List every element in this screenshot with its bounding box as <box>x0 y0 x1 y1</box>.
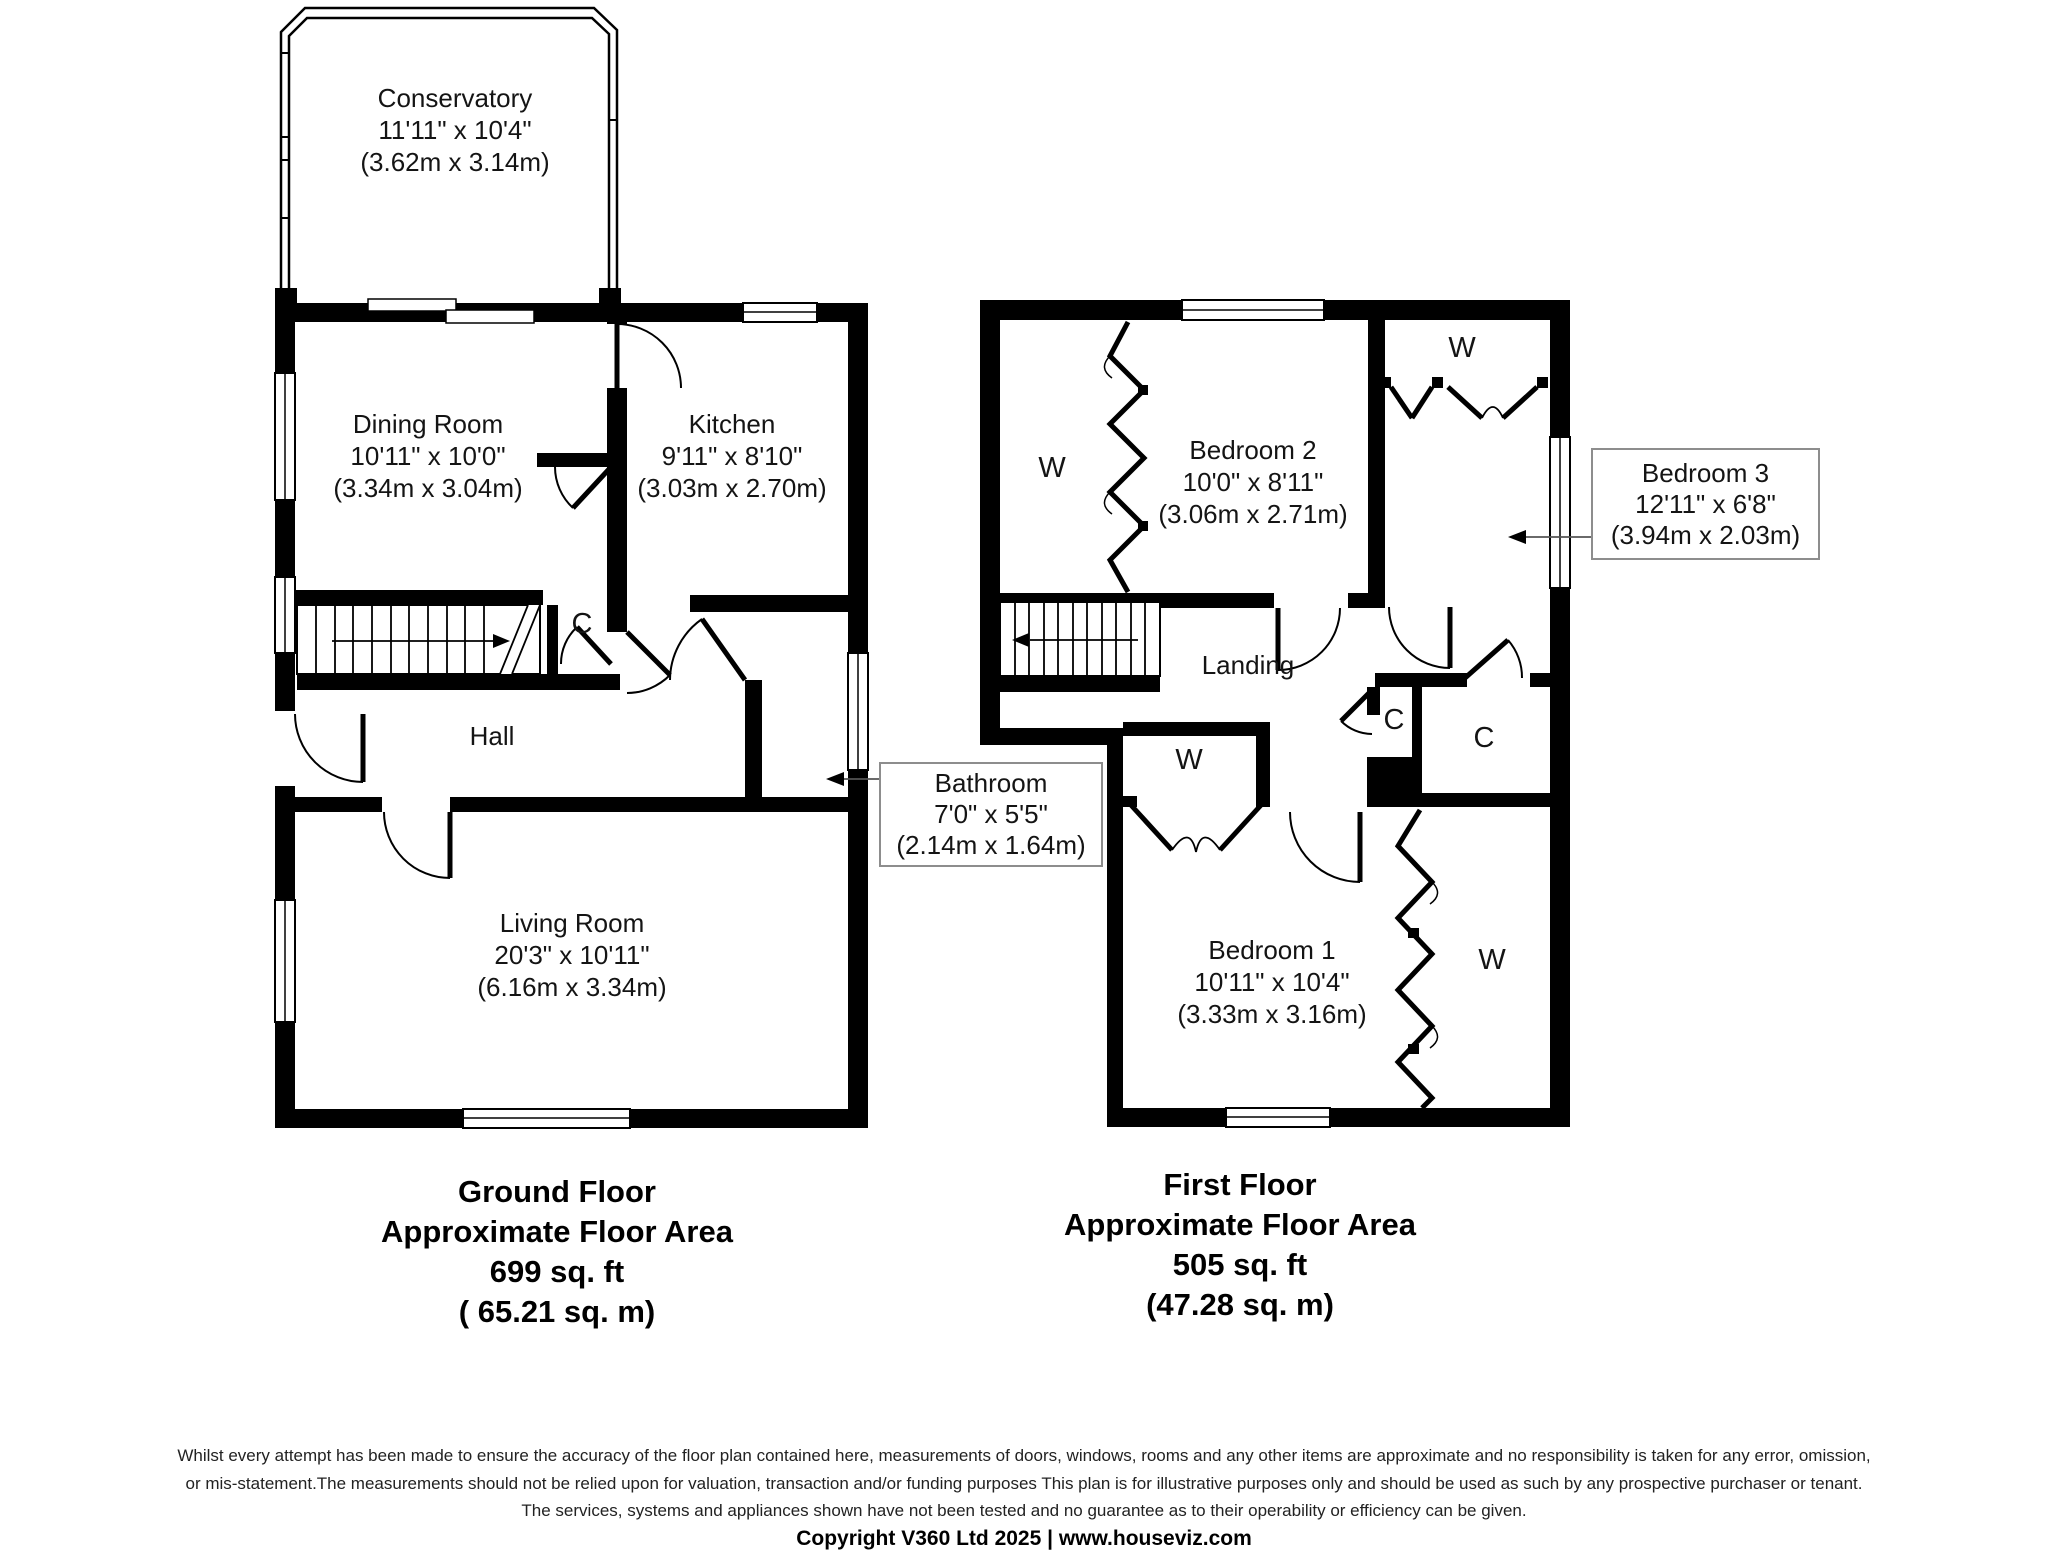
room-name: Conservatory <box>377 83 533 113</box>
room-dims-imperial: 10'11" x 10'0" <box>350 441 506 471</box>
summary-area-ft: 699 sq. ft <box>489 1254 625 1289</box>
room-dims-metric: (3.62m x 3.14m) <box>360 147 550 177</box>
disclaimer-line-1: Whilst every attempt has been made to ensure the accuracy of the floor plan contained here, measurements of doors, windows, rooms and any other items are approximate and no responsibility is taken for any error, omission, <box>177 1446 1871 1465</box>
summary-title: First Floor <box>1163 1167 1317 1202</box>
ground-floor-summary <box>381 1172 733 1332</box>
room-label-bedroom2 <box>1158 434 1347 530</box>
room-name: Kitchen <box>688 409 776 439</box>
room-dims-metric: (6.16m x 3.34m) <box>477 972 667 1002</box>
room-dims-imperial: 10'11" x 10'4" <box>1194 967 1350 997</box>
room-dims-imperial: 12'11" x 6'8" <box>1635 488 1776 519</box>
room-name: Dining Room <box>352 409 504 439</box>
room-name: Hall <box>469 721 515 751</box>
summary-area-m: (47.28 sq. m) <box>1146 1287 1334 1322</box>
room-name: Living Room <box>499 908 645 938</box>
summary-area-m: ( 65.21 sq. m) <box>458 1294 656 1329</box>
room-name: Landing <box>1201 650 1295 680</box>
room-dims-imperial: 11'11" x 10'4" <box>378 115 532 145</box>
room-dims-imperial: 10'0" x 8'11" <box>1182 467 1324 497</box>
room-dims-imperial: 7'0" x 5'5" <box>934 799 1048 829</box>
closet-label-large: C <box>1473 722 1495 754</box>
room-label-kitchen <box>637 408 826 504</box>
room-label-conservatory <box>360 82 549 178</box>
room-dims-imperial: 20'3" x 10'11" <box>494 940 650 970</box>
room-label-bedroom1 <box>1177 934 1366 1030</box>
room-label-hall <box>470 720 515 752</box>
wardrobe-label-bedroom2: W <box>1038 452 1066 484</box>
summary-subtitle: Approximate Floor Area <box>1064 1207 1416 1242</box>
room-dims-metric: (3.94m x 2.03m) <box>1610 519 1801 550</box>
room-dims-metric: (2.14m x 1.64m) <box>896 830 1086 860</box>
wardrobe-label-landing: W <box>1175 744 1203 776</box>
first-floor-summary <box>1064 1165 1416 1325</box>
room-dims-metric: (3.33m x 3.16m) <box>1177 999 1367 1029</box>
room-label-dining <box>333 408 522 504</box>
summary-subtitle: Approximate Floor Area <box>381 1214 733 1249</box>
wardrobe-label-bedroom3: W <box>1448 332 1476 364</box>
closet-label-ground: C <box>571 608 593 640</box>
disclaimer-line-3: The services, systems and appliances shown have not been tested and no guarantee as to their operability or efficiency can be given. <box>521 1501 1527 1520</box>
disclaimer-line-2: or mis-statement.The measurements should not be relied upon for valuation, transaction and/or funding purposes This plan is for illustrative purposes only and should be used as such by any prospective purchaser or tenant. <box>185 1474 1863 1493</box>
room-label-living <box>477 907 666 1003</box>
room-dims-metric: (3.34m x 3.04m) <box>333 473 523 503</box>
room-name: Bathroom <box>934 768 1048 798</box>
room-name: Bedroom 2 <box>1189 435 1317 465</box>
room-name: Bedroom 1 <box>1208 935 1336 965</box>
room-label-landing <box>1202 649 1295 681</box>
summary-area-ft: 505 sq. ft <box>1172 1247 1308 1282</box>
room-dims-metric: (3.03m x 2.70m) <box>637 473 827 503</box>
room-name: Bedroom 3 <box>1641 457 1770 488</box>
wardrobe-label-bedroom1: W <box>1478 944 1506 976</box>
copyright-line: Copyright V360 Ltd 2025 | www.houseviz.com <box>796 1527 1252 1550</box>
room-dims-imperial: 9'11" x 8'10" <box>661 441 803 471</box>
summary-title: Ground Floor <box>457 1174 657 1209</box>
room-dims-metric: (3.06m x 2.71m) <box>1158 499 1348 529</box>
callout-bathroom <box>879 762 1103 867</box>
callout-bedroom3 <box>1591 448 1820 560</box>
closet-label-small: C <box>1383 704 1405 736</box>
